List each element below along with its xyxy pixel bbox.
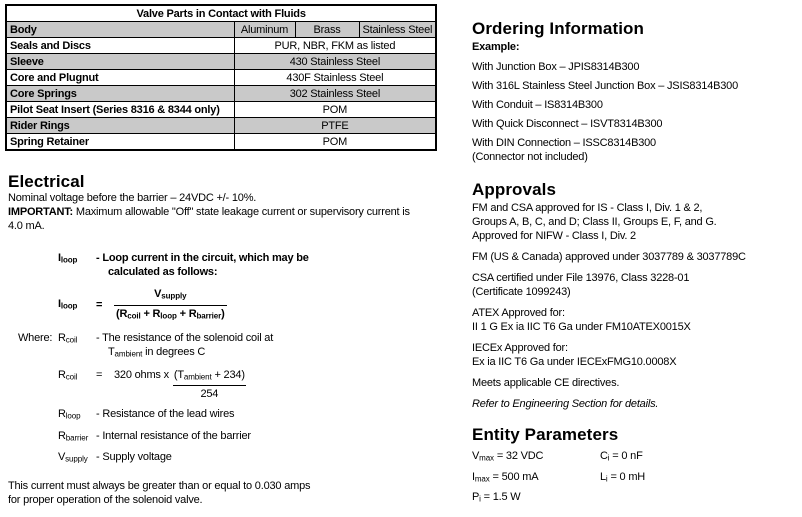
table-row-label: Core and Plugnut bbox=[6, 70, 234, 86]
entity-value: Pi = 1.5 W bbox=[472, 491, 521, 504]
rcoil-definition bbox=[18, 331, 432, 362]
table-row-label: Sleeve bbox=[6, 54, 234, 70]
ordering-line: With DIN Connection – ISSC8314B300 bbox=[472, 137, 656, 149]
table-row-value: PUR, NBR, FKM as listed bbox=[234, 38, 436, 54]
table-row bbox=[6, 134, 436, 151]
rcoil-desc-line2: Tambient in degrees C bbox=[108, 346, 206, 359]
subscript: ambient bbox=[183, 372, 212, 381]
ordering-line: With Conduit – IS8314B300 bbox=[472, 99, 603, 111]
table-row-value: 302 Stainless Steel bbox=[234, 86, 436, 102]
approvals-heading: Approvals bbox=[472, 180, 557, 199]
rcoil-formula bbox=[18, 368, 432, 402]
rcoil-formula-prefix: 320 ohms x bbox=[114, 368, 169, 381]
nominal-voltage-line: Nominal voltage before the barrier – 24VDC +/- 10%. bbox=[8, 192, 257, 204]
table-row-value: POM bbox=[234, 134, 436, 151]
ordering-line: With Quick Disconnect – ISVT8314B300 bbox=[472, 118, 663, 130]
valve-parts-table-section bbox=[5, 4, 437, 151]
entity-value: Li = 0 mH bbox=[600, 470, 646, 483]
table-header-col: Stainless Steel bbox=[359, 22, 436, 38]
approvals-line: CSA certified under File 13976, Class 3228-01 bbox=[472, 272, 690, 284]
subscript: i bbox=[479, 494, 481, 504]
iloop-formula-lhs: Iloop bbox=[58, 297, 78, 311]
approvals-paragraph bbox=[472, 201, 798, 243]
definitions-block bbox=[18, 251, 432, 467]
approvals-line: FM (US & Canada) approved under 3037789 & 3037789C bbox=[472, 251, 746, 263]
subscript: supply bbox=[161, 291, 187, 301]
table-row bbox=[6, 118, 436, 134]
subscript: loop bbox=[160, 311, 177, 320]
approvals-line: IECEx Approved for: bbox=[472, 342, 568, 354]
entity-row bbox=[472, 447, 798, 468]
rloop-desc: - Resistance of the lead wires bbox=[96, 408, 235, 420]
table-title-cell: Valve Parts in Contact with Fluids bbox=[6, 5, 436, 22]
table-row-label: Spring Retainer bbox=[6, 134, 234, 151]
rcoil-fraction-numerator: (Tambient + 234) bbox=[173, 368, 246, 387]
table-row-label: Pilot Seat Insert (Series 8316 & 8344 only) bbox=[6, 102, 234, 118]
table-header-col: Aluminum bbox=[234, 22, 295, 38]
iloop-definition bbox=[18, 251, 432, 279]
subscript: i bbox=[607, 453, 610, 463]
entity-value: Ci = 0 nF bbox=[600, 450, 643, 463]
table-header-label: Body bbox=[6, 22, 234, 38]
vsupply-desc: - Supply voltage bbox=[96, 451, 172, 463]
subscript: loop bbox=[60, 301, 78, 311]
approvals-line: (Certificate 1099243) bbox=[472, 286, 571, 298]
approvals-paragraphs bbox=[472, 201, 798, 390]
table-row bbox=[6, 54, 436, 70]
ordering-example-label: Example: bbox=[472, 41, 520, 53]
iloop-fraction bbox=[114, 287, 227, 323]
approvals-paragraph bbox=[472, 376, 798, 390]
subscript: max bbox=[474, 474, 490, 483]
table-header-row bbox=[6, 22, 436, 38]
approvals-line: ATEX Approved for: bbox=[472, 307, 565, 319]
approvals-paragraph bbox=[472, 341, 798, 369]
subscript: supply bbox=[65, 454, 88, 464]
closing-note bbox=[8, 479, 432, 507]
table-row-label: Rider Rings bbox=[6, 118, 234, 134]
table-row-value: 430F Stainless Steel bbox=[234, 70, 436, 86]
approvals-line: Meets applicable CE directives. bbox=[472, 377, 620, 389]
table-row bbox=[6, 102, 436, 118]
important-note bbox=[8, 205, 420, 233]
subscript: coil bbox=[65, 335, 78, 345]
subscript: coil bbox=[65, 372, 78, 381]
right-column bbox=[472, 0, 798, 509]
iloop-desc-line1: - Loop current in the circuit, which may be bbox=[96, 252, 309, 264]
rcoil-term: Rcoil bbox=[58, 332, 78, 345]
rloop-definition bbox=[18, 407, 432, 424]
rloop-term: Rloop bbox=[58, 408, 81, 421]
entity-parameters-grid bbox=[472, 447, 798, 509]
entity-value: Imax = 500 mA bbox=[472, 470, 539, 483]
entity-parameters-heading: Entity Parameters bbox=[472, 425, 619, 444]
subscript: ambient bbox=[114, 349, 143, 359]
electrical-section bbox=[8, 172, 432, 507]
table-row bbox=[6, 86, 436, 102]
iloop-desc-line2: calculated as follows: bbox=[108, 266, 218, 278]
electrical-heading: Electrical bbox=[8, 172, 85, 191]
approvals-italic-note: Refer to Engineering Section for details. bbox=[472, 398, 659, 410]
rcoil-fraction bbox=[173, 368, 246, 402]
rbarrier-term: Rbarrier bbox=[58, 429, 89, 442]
iloop-formula bbox=[18, 287, 432, 323]
ordering-line: With Junction Box – JPIS8314B300 bbox=[472, 61, 640, 73]
ordering-line: With 316L Stainless Steel Junction Box – JSIS8314B300 bbox=[472, 80, 738, 92]
iloop-term: Iloop bbox=[58, 252, 78, 265]
valve-parts-table-body bbox=[6, 5, 436, 150]
iloop-formula-equals: = bbox=[96, 299, 103, 311]
subscript: loop bbox=[65, 411, 81, 421]
rcoil-desc-line1: - The resistance of the solenoid coil at bbox=[96, 332, 274, 344]
table-row bbox=[6, 70, 436, 86]
rbarrier-definition bbox=[18, 429, 432, 446]
ordering-note: (Connector not included) bbox=[472, 151, 588, 163]
subscript: loop bbox=[60, 255, 78, 265]
approvals-paragraph bbox=[472, 250, 798, 264]
table-row bbox=[6, 38, 436, 54]
entity-value: Vmax = 32 VDC bbox=[472, 450, 544, 463]
closing-line2: for proper operation of the solenoid valve. bbox=[8, 493, 203, 506]
rcoil-formula-lhs: Rcoil bbox=[58, 368, 78, 381]
ordering-heading: Ordering Information bbox=[472, 19, 644, 38]
entity-row bbox=[472, 468, 798, 489]
important-label: IMPORTANT: bbox=[8, 206, 74, 218]
important-text: Maximum allowable "Off" state leakage current or supervisory current is 4.0 mA. bbox=[8, 206, 410, 232]
table-row-value: 430 Stainless Steel bbox=[234, 54, 436, 70]
entity-row bbox=[472, 488, 798, 509]
table-row-label: Core Springs bbox=[6, 86, 234, 102]
rbarrier-desc: - Internal resistance of the barrier bbox=[96, 429, 251, 442]
where-label: Where: bbox=[18, 332, 53, 344]
subscript: coil bbox=[127, 311, 141, 320]
vsupply-term: Vsupply bbox=[58, 451, 88, 464]
iloop-fraction-numerator: Vsupply bbox=[154, 288, 187, 301]
subscript: i bbox=[605, 474, 608, 483]
table-row-label: Seals and Discs bbox=[6, 38, 234, 54]
table-header-col: Brass bbox=[295, 22, 359, 38]
subscript: max bbox=[479, 453, 494, 463]
vsupply-definition bbox=[18, 450, 432, 467]
subscript: barrier bbox=[196, 311, 222, 320]
closing-line1: This current must always be greater than or equal to 0.030 amps bbox=[8, 479, 311, 492]
iloop-fraction-denominator: (Rcoil + Rloop + Rbarrier) bbox=[114, 305, 227, 324]
table-title-row bbox=[6, 5, 436, 22]
approvals-paragraph bbox=[472, 271, 798, 299]
approvals-line: Approved for NIFW - Class I, Div. 2 bbox=[472, 230, 636, 242]
approvals-line: Ex ia IIC T6 Ga under IECExFMG10.0008X bbox=[472, 356, 677, 368]
approvals-line: II 1 G Ex ia IIC T6 Ga under FM10ATEX0015X bbox=[472, 321, 691, 333]
approvals-line: Groups A, B, C, and D; Class II, Groups E, F, and G. bbox=[472, 216, 717, 228]
approvals-line: FM and CSA approved for IS - Class I, Div. 1 & 2, bbox=[472, 202, 703, 214]
ordering-lines bbox=[472, 60, 798, 150]
valve-parts-table bbox=[5, 4, 437, 151]
rcoil-formula-equals: = bbox=[96, 368, 103, 381]
approvals-paragraph bbox=[472, 306, 798, 334]
table-row-value: PTFE bbox=[234, 118, 436, 134]
table-row-value: POM bbox=[234, 102, 436, 118]
rcoil-fraction-denominator: 254 bbox=[200, 388, 219, 400]
subscript: barrier bbox=[65, 433, 89, 442]
